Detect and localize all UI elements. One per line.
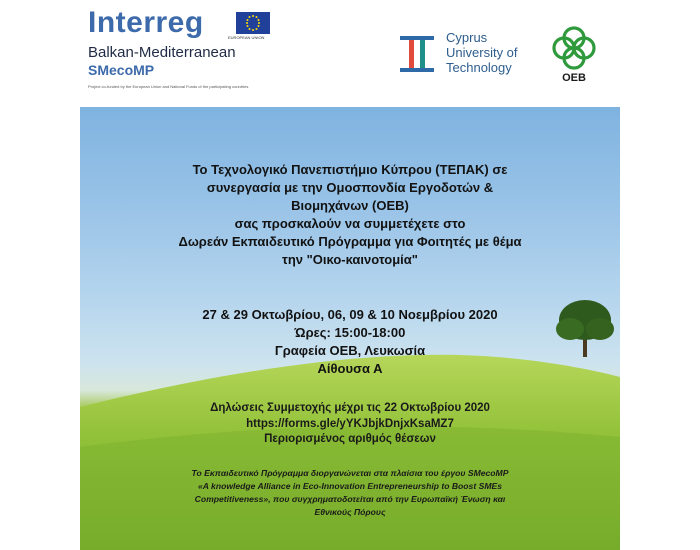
intro-line: συνεργασία με την Ομοσπονδία Εργοδοτών & [206, 180, 494, 195]
poster-intro [80, 161, 620, 269]
intro-line: Βιομηχάνων (ΟΕΒ) [291, 198, 409, 213]
intro-line: Το Τεχνολογικό Πανεπιστήμιο Κύπρου (ΤΕΠΑΚ) σε [192, 162, 508, 177]
event-room: Αίθουσα Α [317, 361, 383, 376]
interreg-wordmark: Interreg [88, 6, 204, 39]
oeb-logo [545, 24, 605, 90]
program-note-line: «A knowledge Alliance in Eco-Innovation Entrepreneurship to Boost SMEs [197, 481, 502, 491]
poster-registration [80, 401, 620, 448]
registration-deadline: Δηλώσεις Συμμετοχής μέχρι τις 22 Οκτωβρίου 2020 [210, 402, 490, 414]
event-hours: Ώρες: 15:00-18:00 [294, 325, 406, 340]
event-venue: Γραφεία ΟΕΒ, Λευκωσία [274, 343, 426, 358]
cofunding-note: Project co-funded by the European Union and National Funds of the participating countries [88, 84, 249, 89]
poster-schedule [80, 306, 620, 378]
limited-seats-note: Περιορισμένος αριθμός θέσεων [264, 433, 436, 445]
program-note-line: Competitiveness», που συγχρηματοδοτείται από την Ευρωπαϊκή Ένωση και [194, 494, 506, 504]
intro-line: σας προσκαλούν να συμμετέχετε στο [234, 216, 466, 231]
event-poster [80, 107, 620, 550]
cut-logo [400, 28, 540, 80]
registration-link[interactable]: https://forms.gle/yYKJbjkDnjxKsaMZ7 [246, 417, 454, 430]
oeb-knot-icon [545, 24, 603, 72]
cut-name-line: University of [446, 45, 518, 60]
event-dates: 27 & 29 Οκτωβρίου, 06, 09 & 10 Νοεμβρίου 2020 [202, 307, 498, 322]
cut-name-line: Technology [446, 60, 512, 75]
poster-program-note [80, 467, 620, 519]
program-note-line: Το Εκπαιδευτικό Πρόγραμμα διοργανώνεται στα πλαίσια του έργου SMecoMP [191, 468, 509, 478]
interreg-logo [80, 4, 290, 92]
programme-name: Balkan-Mediterranean [88, 44, 236, 61]
intro-line: την "Οικο-καινοτομία" [282, 252, 418, 267]
intro-line: Δωρεάν Εκπαιδευτικό Πρόγραμμα για Φοιτητές με θέμα [178, 234, 522, 249]
eu-flag-icon [236, 12, 270, 34]
cut-mark-icon [400, 32, 434, 76]
eu-label: EUROPEAN UNION [228, 35, 265, 40]
project-name: SMecoMP [88, 62, 155, 78]
cut-name [446, 30, 518, 75]
oeb-label: OEB [562, 72, 586, 84]
cut-name-line: Cyprus [446, 30, 488, 45]
program-note-line: Εθνικούς Πόρους [314, 507, 386, 517]
